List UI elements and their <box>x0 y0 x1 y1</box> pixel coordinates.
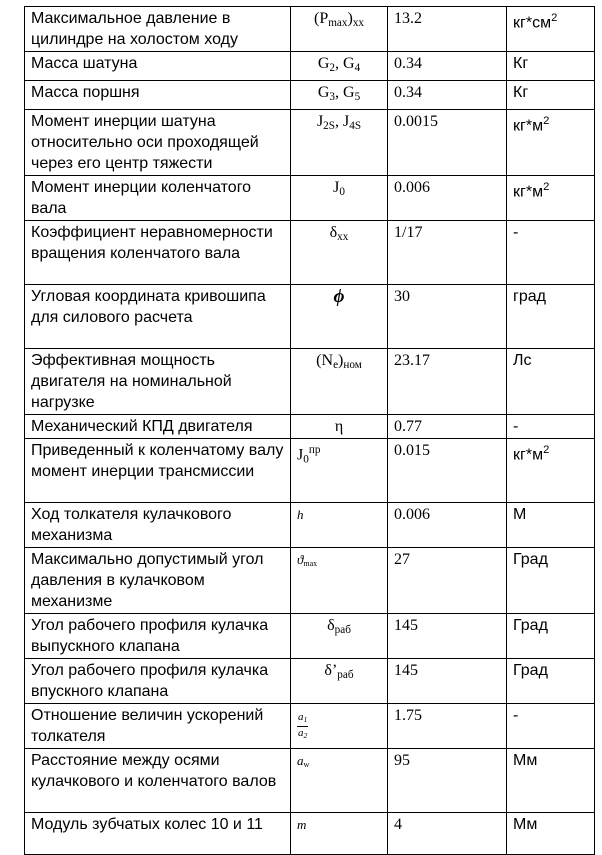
param-value: 95 <box>388 748 507 812</box>
table-row <box>25 414 595 438</box>
param-value: 0.34 <box>388 80 507 109</box>
param-unit: Мм <box>507 812 595 854</box>
param-unit: $кг*м^2$ <box>507 109 595 175</box>
param-symbol: $G_3$, $G_5$ <box>291 80 388 109</box>
param-symbol: h <box>291 502 388 547</box>
table-row <box>25 284 595 348</box>
param-name: Угол рабочего профиля кулачка выпускного клапана <box>25 613 291 658</box>
param-symbol: $ϑ_{max}$ <box>291 547 388 613</box>
table-row <box>25 80 595 109</box>
table-row <box>25 613 595 658</box>
param-name: Коэффициент неравномерности вращения коленчатого вала <box>25 220 291 284</box>
param-symbol: $\delta’_{раб}$ <box>291 658 388 703</box>
param-unit: Кг <box>507 80 595 109</box>
param-symbol: $\delta_{xx}$ <box>291 220 388 284</box>
param-unit: град <box>507 284 595 348</box>
param-symbol: ϕ <box>291 284 388 348</box>
param-symbol <box>291 703 388 748</box>
param-name: Модуль зубчатых колес 10 и 11 <box>25 812 291 854</box>
param-unit: - <box>507 414 595 438</box>
param-unit: Град <box>507 613 595 658</box>
param-name: Масса шатуна <box>25 52 291 81</box>
param-value: 4 <box>388 812 507 854</box>
param-value: 0.006 <box>388 175 507 220</box>
param-value: 145 <box>388 658 507 703</box>
param-value: 0.77 <box>388 414 507 438</box>
table-row <box>25 703 595 748</box>
param-unit: - <box>507 703 595 748</box>
param-symbol: $\delta_{раб}$ <box>291 613 388 658</box>
param-symbol: η <box>291 414 388 438</box>
param-symbol: $J_0$ <box>291 175 388 220</box>
param-value: 0.006 <box>388 502 507 547</box>
param-value: 0.015 <box>388 438 507 502</box>
param-symbol: $(N_e)_{ном}$ <box>291 348 388 414</box>
param-name: Масса поршня <box>25 80 291 109</box>
param-unit: Град <box>507 658 595 703</box>
table-row <box>25 502 595 547</box>
table-row <box>25 52 595 81</box>
param-value: 1.75 <box>388 703 507 748</box>
param-name: Момент инерции коленчатого вала <box>25 175 291 220</box>
table-row <box>25 658 595 703</box>
table-row <box>25 748 595 812</box>
table-row <box>25 109 595 175</box>
param-symbol: $J_0^{пр}$ <box>291 438 388 502</box>
param-name: Угловая координата кривошипа для силового расчета <box>25 284 291 348</box>
param-unit: - <box>507 220 595 284</box>
param-value: 23.17 <box>388 348 507 414</box>
parameters-table <box>24 6 595 855</box>
param-unit: Мм <box>507 748 595 812</box>
param-name: Момент инерции шатуна относительно оси проходящей через его центр тяжести <box>25 109 291 175</box>
param-value: 1/17 <box>388 220 507 284</box>
param-value: 0.0015 <box>388 109 507 175</box>
param-symbol: $(P_{max})_{xx}$ <box>291 7 388 52</box>
table-row <box>25 812 595 854</box>
param-value: 145 <box>388 613 507 658</box>
param-name: Угол рабочего профиля кулачка впускного клапана <box>25 658 291 703</box>
param-unit: М <box>507 502 595 547</box>
acceleration-ratio-fraction: $\frac{a_1}{a_2}$ <box>298 710 308 740</box>
param-name: Эффективная мощность двигателя на номинальной нагрузке <box>25 348 291 414</box>
param-unit: $кг*м^2$ <box>507 438 595 502</box>
param-unit: $кг*см^2$ <box>507 7 595 52</box>
param-symbol: m <box>291 812 388 854</box>
param-symbol: $J_{2S}$, $J_{4S}$ <box>291 109 388 175</box>
param-name: Ход толкателя кулачкового механизма <box>25 502 291 547</box>
param-name: Отношение величин ускорений толкателя <box>25 703 291 748</box>
param-symbol: $G_2$, $G_4$ <box>291 52 388 81</box>
param-name: Приведенный к коленчатому валу момент инерции трансмиссии <box>25 438 291 502</box>
table-row <box>25 348 595 414</box>
param-value: 0.34 <box>388 52 507 81</box>
param-name: Механический КПД двигателя <box>25 414 291 438</box>
param-symbol: $a_w$ <box>291 748 388 812</box>
param-unit: Град <box>507 547 595 613</box>
param-value: 13.2 <box>388 7 507 52</box>
table-row <box>25 220 595 284</box>
param-unit: $кг*м^2$ <box>507 175 595 220</box>
param-name: Максимальное давление в цилиндре на холостом ходу <box>25 7 291 52</box>
table-row <box>25 438 595 502</box>
table-row <box>25 547 595 613</box>
table-row <box>25 7 595 52</box>
table-row <box>25 175 595 220</box>
param-name: Расстояние между осями кулачкового и коленчатого валов <box>25 748 291 812</box>
param-name: Максимально допустимый угол давления в кулачковом механизме <box>25 547 291 613</box>
param-value: 27 <box>388 547 507 613</box>
param-value: 30 <box>388 284 507 348</box>
param-unit: Лс <box>507 348 595 414</box>
param-unit: Кг <box>507 52 595 81</box>
